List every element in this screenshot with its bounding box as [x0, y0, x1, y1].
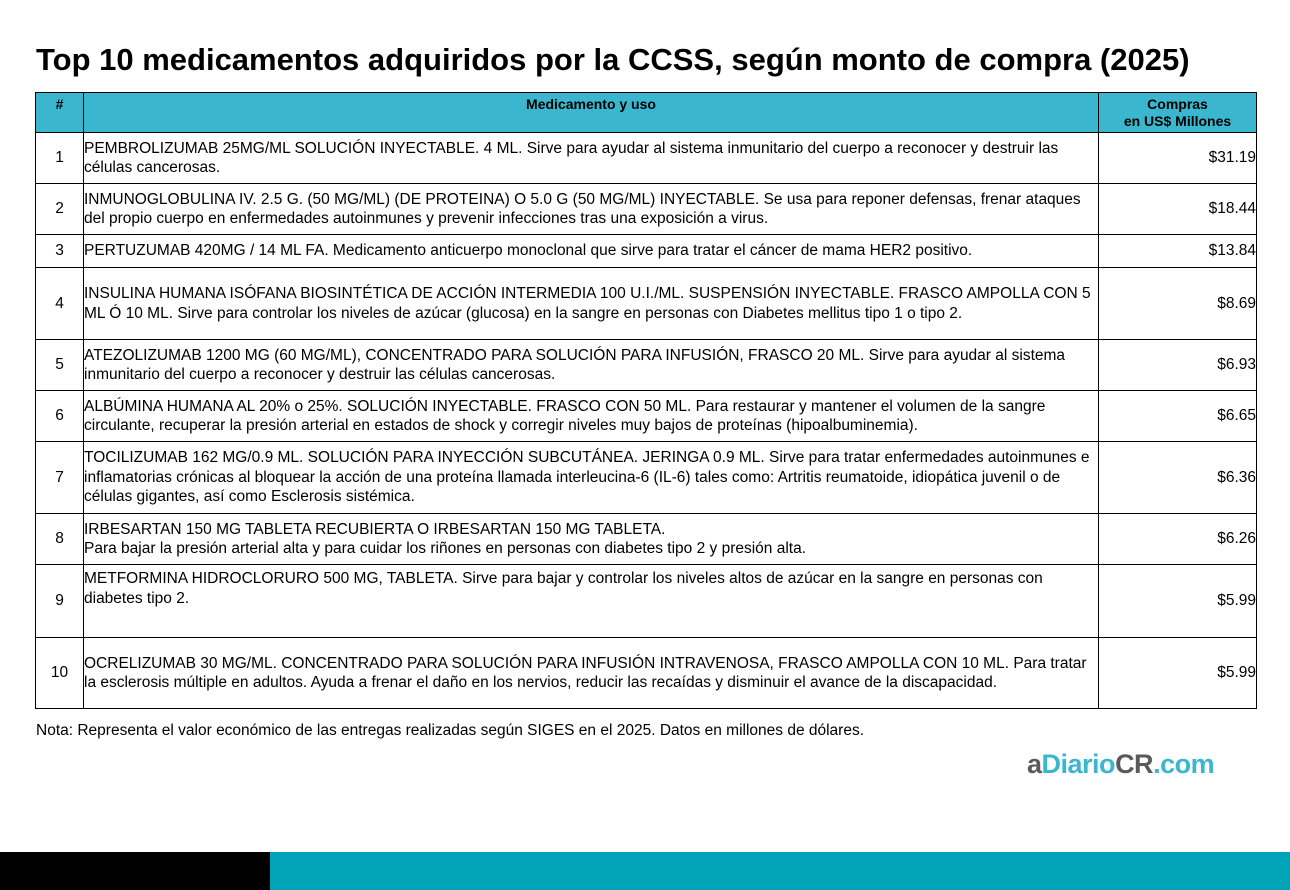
footnote: Nota: Representa el valor económico de las entregas realizadas según SIGES en el 2025. Datos en millones de dólares. [36, 722, 865, 739]
row-number: 9 [36, 565, 84, 638]
row-amount: $18.44 [1099, 184, 1257, 235]
header-medicine: Medicamento y uso [84, 93, 1099, 133]
row-description-text: IRBESARTAN 150 MG TABLETA RECUBIERTA O IRBESARTAN 150 MG TABLETA. Para bajar la presión arterial alta y para cuidar los riñones en personas con diabetes tipo 2 y presión alta. [84, 520, 807, 557]
footer-bar-teal [270, 852, 1290, 890]
row-description-text: INMUNOGLOBULINA IV. 2.5 G. (50 MG/ML) (DE PROTEINA) O 5.0 G (50 MG/ML) INYECTABLE. Se usa para reponer defensas, frenar ataques del propio cuerpo en enfermedades autoinmunes y prevenir infecciones tras una exposición a virus. [84, 190, 1081, 227]
table-row [36, 133, 1257, 184]
row-number: 5 [36, 340, 84, 391]
row-number: 3 [36, 235, 84, 268]
table-row [36, 442, 1257, 514]
row-description-text: ATEZOLIZUMAB 1200 MG (60 MG/ML), CONCENTRADO PARA SOLUCIÓN PARA INFUSIÓN, FRASCO 20 ML. Sirve para ayudar al sistema inmunitario del cuerpo a reconocer y destruir las células cancerosas. [84, 346, 1066, 383]
row-number: 4 [36, 268, 84, 340]
row-description-text: METFORMINA HIDROCLORURO 500 MG, TABLETA. Sirve para bajar y controlar los niveles altos de azúcar en la sangre en personas con diabetes tipo 2. [84, 570, 1043, 607]
logo-part-cr: CR [1115, 749, 1154, 779]
row-number: 8 [36, 514, 84, 565]
row-description-text: PERTUZUMAB 420MG / 14 ML FA. Medicamento anticuerpo monoclonal que sirve para tratar el cáncer de mama HER2 positivo. [84, 242, 973, 260]
logo-part-com: .com [1153, 749, 1215, 779]
table-row [36, 235, 1257, 268]
footer-bar-black [0, 852, 270, 890]
row-description [84, 184, 1099, 235]
row-description [84, 340, 1099, 391]
row-number: 10 [36, 638, 84, 709]
row-description-text: PEMBROLIZUMAB 25MG/ML SOLUCIÓN INYECTABLE. 4 ML. Sirve para ayudar al sistema inmunitario del cuerpo a reconocer y destruir las células cancerosas. [84, 139, 1059, 176]
row-description [84, 235, 1099, 268]
logo-part-a: a [1027, 749, 1042, 779]
row-description [84, 442, 1099, 514]
brand-logo [1027, 749, 1214, 780]
row-amount: $13.84 [1099, 235, 1257, 268]
logo-part-diario: Diario [1041, 749, 1116, 779]
row-description-text: ALBÚMINA HUMANA AL 20% o 25%. SOLUCIÓN INYECTABLE. FRASCO CON 50 ML. Para restaurar y mantener el volumen de la sangre circulante, recuperar la presión arterial en estados de shock y corregir niveles muy bajos de proteínas (hipoalbuminemia). [84, 397, 1046, 434]
row-amount: $8.69 [1099, 268, 1257, 340]
row-number: 2 [36, 184, 84, 235]
medicines-table [35, 92, 1257, 709]
row-description-text: OCRELIZUMAB 30 MG/ML. CONCENTRADO PARA SOLUCIÓN PARA INFUSIÓN INTRAVENOSA, FRASCO AMPOLLA CON 10 ML. Para tratar la esclerosis múltiple en adultos. Ayuda a frenar el daño en los nervios, reducir las recaídas y disminuir el avance de la discapacidad. [84, 654, 1087, 691]
row-description-text: INSULINA HUMANA ISÓFANA BIOSINTÉTICA DE ACCIÓN INTERMEDIA 100 U.I./ML. SUSPENSIÓN INYECTABLE. FRASCO AMPOLLA CON 5 ML Ó 10 ML. Sirve para controlar los niveles de azúcar (glucosa) en la sangre en personas con Diabetes mellitus tipo 1 o tipo 2. [84, 285, 1091, 322]
header-num: # [36, 93, 84, 133]
row-amount: $5.99 [1099, 565, 1257, 638]
row-description-text: TOCILIZUMAB 162 MG/0.9 ML. SOLUCIÓN PARA INYECCIÓN SUBCUTÁNEA. JERINGA 0.9 ML. Sirve para tratar enfermedades autoinmunes e inflamatorias crónicas al bloquear la acción de una proteína llamada interleucina-6 (IL-6) tales como: Artritis reumatoide, idiopática juvenil o de células gigantes, así como Esclerosis sistémica. [84, 449, 1090, 506]
row-description [84, 268, 1099, 340]
header-amount-label: Compras en US$ Millones [1123, 96, 1232, 129]
row-number: 7 [36, 442, 84, 514]
row-amount: $5.99 [1099, 638, 1257, 709]
table-row [36, 268, 1257, 340]
row-amount: $6.26 [1099, 514, 1257, 565]
table-row [36, 340, 1257, 391]
row-number: 6 [36, 391, 84, 442]
page-title: Top 10 medicamentos adquiridos por la CCSS, según monto de compra (2025) [36, 42, 1190, 77]
header-amount [1099, 93, 1257, 133]
row-amount: $6.65 [1099, 391, 1257, 442]
table-row [36, 184, 1257, 235]
table-row [36, 565, 1257, 638]
row-number: 1 [36, 133, 84, 184]
row-description [84, 391, 1099, 442]
table-row [36, 391, 1257, 442]
table-header-row [36, 93, 1257, 133]
row-amount: $6.36 [1099, 442, 1257, 514]
table-row [36, 514, 1257, 565]
row-description [84, 133, 1099, 184]
table-row [36, 638, 1257, 709]
row-description [84, 565, 1099, 638]
row-amount: $6.93 [1099, 340, 1257, 391]
row-description [84, 638, 1099, 709]
row-description [84, 514, 1099, 565]
row-amount: $31.19 [1099, 133, 1257, 184]
